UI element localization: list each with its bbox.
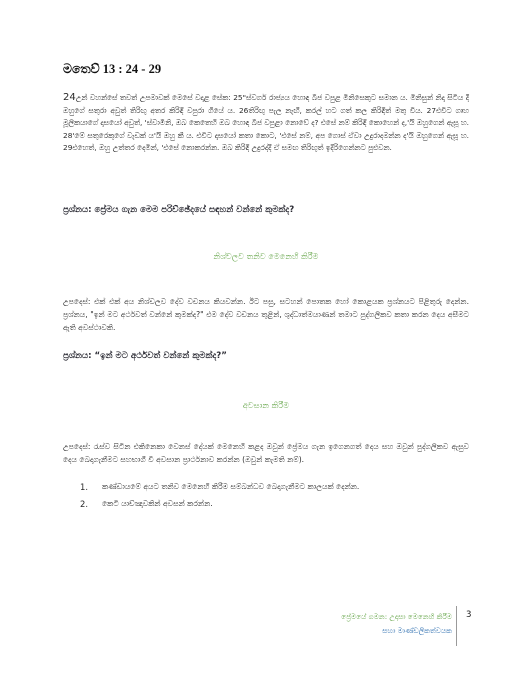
step-text: කෙටි යාච්ඤාවකින් අවසන් කරන්න.	[102, 498, 213, 508]
question-love-in-passage: ප්‍රශ්නය: ප්‍රේමය ගැන මෙම පරිච්ඡේදයේ සඳහන් වන්නේ කුමක්ද?	[63, 205, 295, 215]
step-text: කණ්ඩායමේ අයට තනිව මෙනෙහි කිරීම සම්බන්ධව බෙදාගැනීමට කාලයක් දෙන්න.	[102, 482, 360, 491]
step-number: 2.	[80, 498, 88, 509]
instructions-closing: උපදෙස්: රැස්ව සිටින එකිනෙකා වෙනස් දේයක් මෙනෙහි කළද ඔවුන් ප්‍රේමය ගැන ඉගෙනගත් දෙය සහ ඔවුන් පුද්ගලිකව ඇසුව දෙය බෙදාගැනීමට සහභාගී වී අවසාන ප්‍රාර්ථනාව කරන්න (ඔවුන් කැමති නම්).	[63, 442, 469, 464]
footer-author: සහා මාණ්ඩලිකත්වයක	[382, 626, 452, 635]
footer-divider	[456, 606, 457, 646]
instructions-silent-meditation: උපදෙස්: එක් එක් අය නිශ්චලව දේව වචනය කියවන්න. ඊට පසු, සටහන් පොතක හෝ කොළයක ප්‍රශ්නයට පිළිතුරු දෙන්න. ප්‍රශ්නය, "ඉන් මට අර්ථවත් වන්නේ කුමක්ද?" එම දේව වචනය තුළින්, ශුද්ධාත්මයාණන් තමාට පුද්ගලිකව කතා කරන දෙය අසීමට ඇති අවස්ථාවකි.	[63, 297, 469, 332]
passage-verse-number: 24	[63, 92, 76, 103]
step-number: 1.	[80, 482, 88, 492]
page-number: 3	[466, 610, 472, 620]
section-title-silent-meditation: නිශ්චලව තනිව මෙනෙහි කිරීම	[213, 251, 319, 261]
closing-step-item	[80, 481, 460, 494]
footer-title: ප්‍රේමයේ ගමන: උදාසා මෙනෙහි කිරීම	[341, 612, 452, 621]
scripture-reference-heading: මතෙව් 13 : 24 - 29	[63, 62, 162, 76]
closing-steps-list	[80, 481, 460, 515]
question-what-is-meaningful: ප්‍රශ්නය: “ඉන් මට අර්ථවත් වන්නේ කුමක්ද?”	[63, 351, 227, 361]
scripture-passage	[63, 92, 469, 155]
passage-text: උන් වහන්සේ තවත් උපමාවක් මෙසේ වදාළ සේක: 25"ස්වර්ග රාජ්‍යය හොඳ බීජ වපුළ මිනිසෙකුට සමාන ය. මිනිසුන් නිදා සිටිය දී ඔහුගේ සතුරා අවුත් තිරිඟු අතර කිරිඳි වපුරා ගියේ ය. 26තිරිඟු පැල නැඟී, කරල් හට ගත් කල කිරිඳිත් මතු විය. 27එවිට ගෘහ මූලිකයාගේ දාසයෝ අවුත්, 'ස්වාමීනි, ඔබ කෙතෙහි ඔබ හොඳ බීජ වපුළා නොවේ ද? එසේ නම් කිරිඳි කොහෙන් ද,'යි ඔහුගෙන් ඇසූ හ. 28'මේ සතුරෙකුගේ වැඩක් ය'යි ඔහු කී ය. එවිට දාසයෝ කතා කොට, 'එසේ නම්, අප ගොස් ඒවා උදුරාදමන්න ද'යි ඔහුගෙන් ඇසූ හ. 29එහෙත්, ඔහු උත්තර දෙමින්, 'එසේ නොකරන්න. ඔබ කිරිඳි උදුරද්දී ඒ සමඟ තිරිඟුත් ඉදිරිගෙන්නට පුළුවන.	[63, 93, 469, 153]
closing-step-item	[80, 498, 460, 511]
page-footer	[341, 610, 452, 638]
section-title-closing: අවසාන කිරීම	[242, 400, 290, 410]
